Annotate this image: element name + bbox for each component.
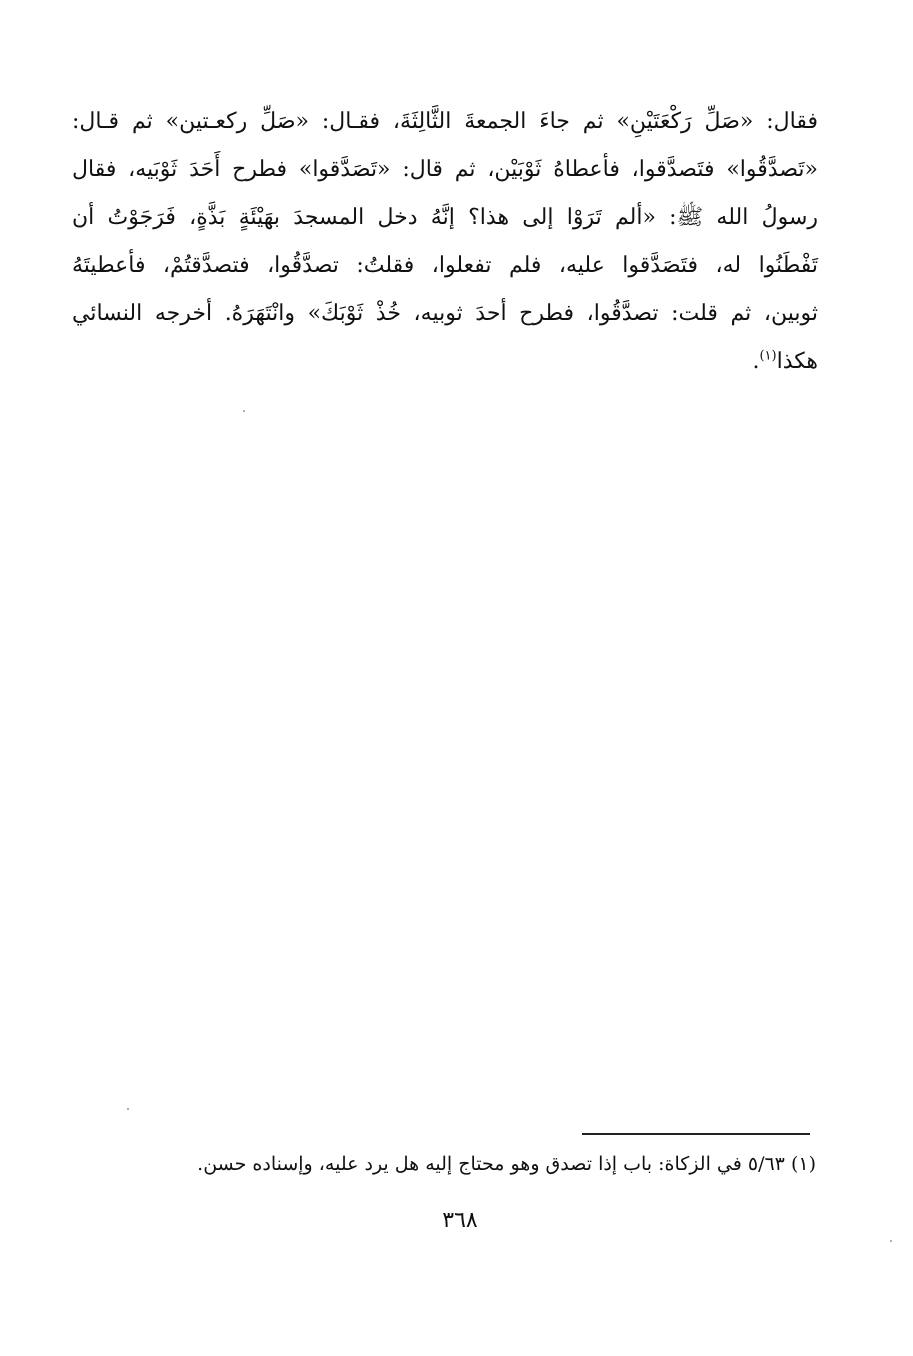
footnote-divider <box>582 1133 810 1135</box>
scan-speck <box>243 410 245 412</box>
scan-speck <box>890 1240 892 1242</box>
scan-speck <box>127 1108 129 1110</box>
text-line-4: تَفْطَنُوا له، فتَصَدَّقوا عليه، فلم تفعلوا، فقلتُ: تصدَّقُوا، فتصدَّقتُمْ، فأعطيتَهُ <box>72 253 818 278</box>
text-line-6 <box>72 338 818 386</box>
text-line-2: «تَصدَّقُوا» فتَصدَّقوا، فأعطاهُ ثَوْبَيْن، ثم قال: «تَصَدَّقوا» فطرح أَحَدَ ثَوْبَيه، فقال <box>72 157 818 182</box>
text-line-1: فقال: «صَلِّ رَكْعَتَيْنِ» ثم جاءَ الجمعةَ الثَّالِثَةَ، فقـال: «صَلِّ ركعـتين» ثم قـال: <box>72 109 818 134</box>
main-text-block <box>72 98 818 386</box>
page-number: ٣٦٨ <box>442 1208 478 1233</box>
final-period: . <box>752 349 760 374</box>
text-line-5: ثوبين، ثم قلت: تصدَّقُوا، فطرح أحدَ ثوبيه، خُذْ ثَوْبَكَ» وانْتَهَرَهُ. أخرجه النسائي <box>72 301 818 326</box>
footnote: (١) ٥/٦٣ في الزكاة: باب إذا تصدق وهو محتاج إليه هل يرد عليه، وإسناده حسن. <box>197 1153 816 1175</box>
text-line-6-content: هكذا <box>776 349 818 374</box>
text-line-3: رسولُ الله ﷺ: «ألم تَرَوْا إلى هذا؟ إنَّهُ دخل المسجدَ بهَيْئَةٍ بَذَّةٍ، فَرَجَوْتُ أن <box>72 205 818 230</box>
footnote-reference: (١) <box>759 348 777 364</box>
